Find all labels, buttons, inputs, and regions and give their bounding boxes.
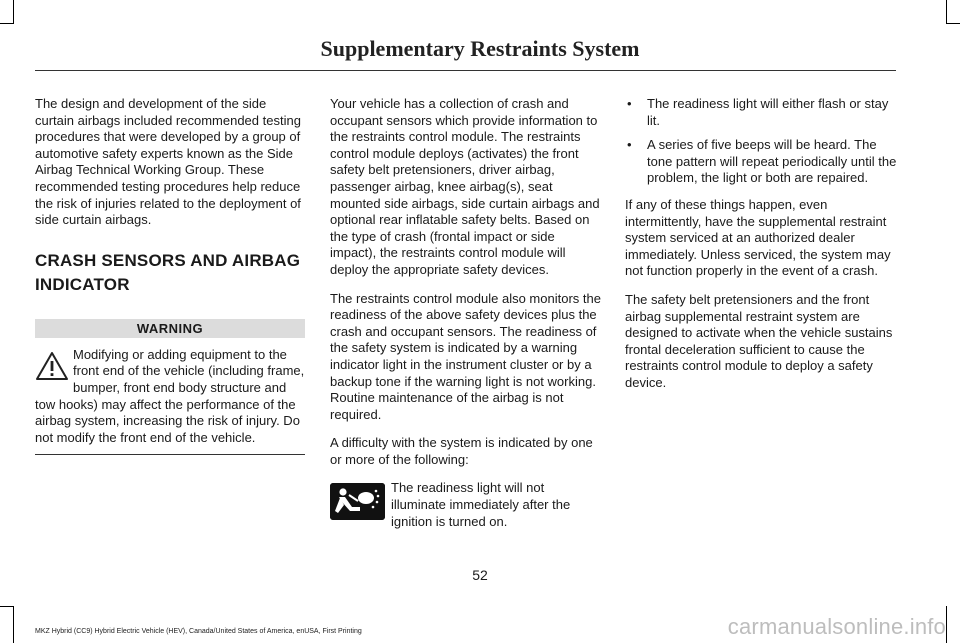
list-item xyxy=(625,96,897,129)
section-heading xyxy=(35,249,305,297)
warning-triangle-icon xyxy=(35,351,69,381)
watermark: carmanualsonline.info xyxy=(727,614,946,639)
list-item-text: A series of five beeps will be heard. The tone pattern will repeat periodically until the problem, the light or both are repaired. xyxy=(647,137,897,186)
bullet-marker: • xyxy=(627,137,632,153)
crop-mark-top-left-v xyxy=(13,0,14,24)
crop-mark-top-right-h xyxy=(946,23,960,24)
footer-text: MKZ Hybrid (CC9) Hybrid Electric Vehicle (HEV), Canada/United States of America, enUSA, First Printing xyxy=(35,628,362,635)
column-right xyxy=(625,96,897,404)
page-title: Supplementary Restraints System xyxy=(320,36,640,61)
sensors-paragraph: Your vehicle has a collection of crash and occupant sensors which provide information to the restraints control module. The restraints control module deploys (activates) the front safety belt pretensioners, driver airbag, passenger airbag, knee airbag(s), seat mounted side airbags, side curtain airbags and optional rear inflatable safety belts. Based on the type of crash (frontal impact or side impact), the restraints control module will deploy the appropriate safety devices. xyxy=(330,96,600,277)
warning-body xyxy=(35,347,305,447)
column-middle xyxy=(330,96,602,530)
warning-box xyxy=(35,319,305,456)
airbag-warning-icon xyxy=(330,483,385,520)
section-heading-line1: CRASH SENSORS AND AIRBAG xyxy=(35,250,301,270)
service-paragraph: If any of these things happen, even intermittently, have the supplemental restraint system serviced at an authorized dealer immediately. Unless serviced, the system may not function properly in the event of a crash. xyxy=(625,196,891,279)
readiness-light-text: The readiness light will not illuminate immediately after the ignition is turned on. xyxy=(391,480,571,529)
monitoring-paragraph: The restraints control module also monitors the readiness of the above safety devices plus the crash and occupant sensors. The readiness of the safety system is indicated by a warning indicator light in the instrument cluster or by a backup tone if the warning light is not working. Routine maintenance of the airbag is not required. xyxy=(330,290,601,422)
list-item-text: The readiness light will either flash or stay lit. xyxy=(647,96,889,128)
crop-mark-top-left-h xyxy=(0,23,14,24)
section-heading-line2: INDICATOR xyxy=(35,274,130,294)
column-left xyxy=(35,96,305,455)
crop-mark-bottom-left-h xyxy=(0,606,14,607)
page-number: 52 xyxy=(472,567,488,583)
bullet-marker: • xyxy=(627,96,632,111)
list-item xyxy=(625,137,897,187)
difficulty-paragraph: A difficulty with the system is indicated by one or more of the following: xyxy=(330,435,593,467)
pretensioner-paragraph: The safety belt pretensioners and the front airbag supplemental restraint system are designed to activate when the vehicle sustains frontal deceleration sufficient to cause the restraints control module to deploy a safety device. xyxy=(625,291,893,390)
header-divider xyxy=(35,70,896,71)
readiness-light-item xyxy=(330,480,602,530)
crop-mark-bottom-right-v xyxy=(946,606,947,643)
crop-mark-top-right-v xyxy=(946,0,947,24)
warning-label: WARNING xyxy=(35,319,305,338)
crop-mark-bottom-left-v xyxy=(13,606,14,643)
warning-text: Modifying or adding equipment to the front end of the vehicle (including frame, bumper, front end body structure and tow hooks) may affect the performance of the airbag system, increasing the risk of injury. Do not modify the front end of the vehicle. xyxy=(35,346,305,445)
symptom-list xyxy=(625,96,897,187)
intro-paragraph: The design and development of the side curtain airbags included recommended testing procedures that were developed by a group of automotive safety experts known as the Side Airbag Technical Working Group. These recommended testing procedures help reduce the risk of injuries related to the deployment of side curtain airbags. xyxy=(35,96,301,228)
